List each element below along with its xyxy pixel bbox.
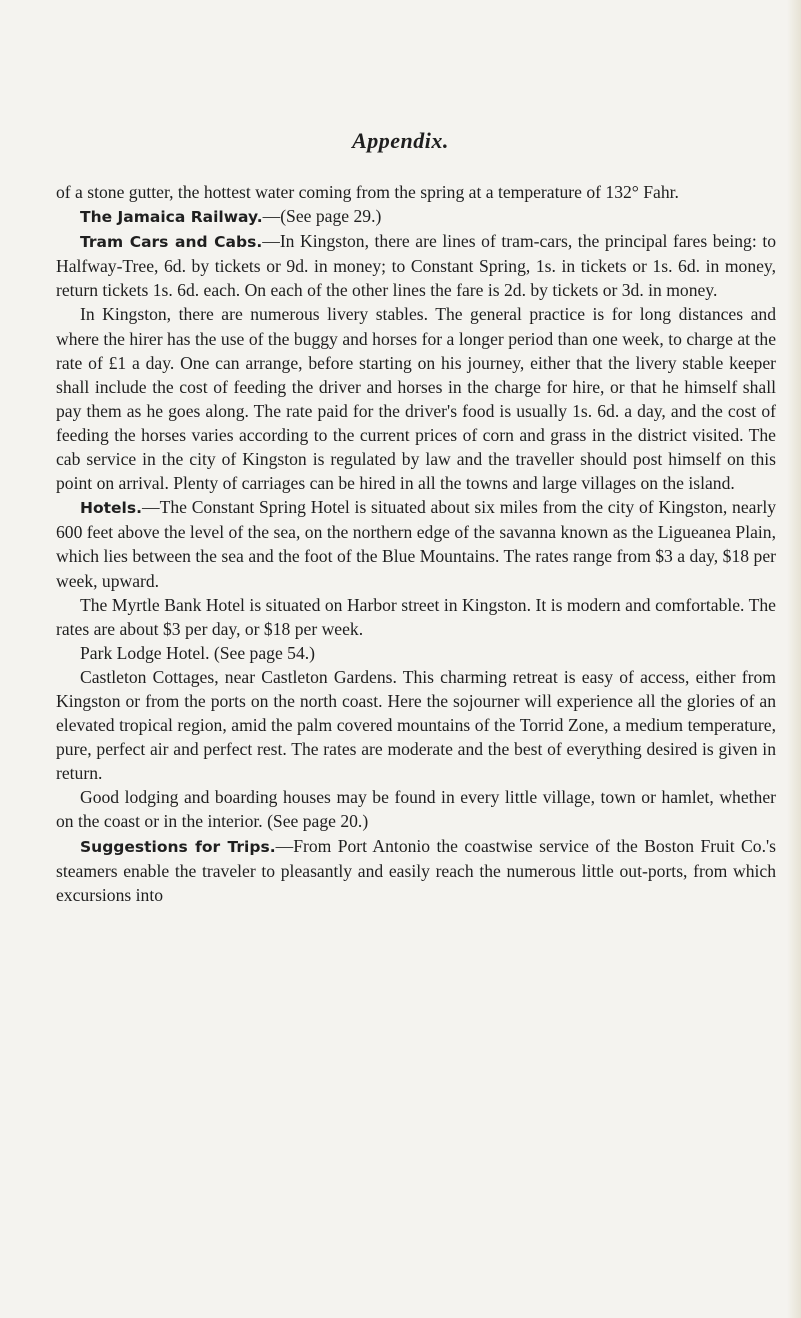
paragraph-text: Good lodging and boarding houses may be found in every little village, town or hamlet, whether on the coast or in the interior. (See page 20.) bbox=[56, 787, 776, 832]
section-heading: Tram Cars and Cabs. bbox=[80, 233, 263, 252]
page-header: Appendix. bbox=[352, 128, 449, 153]
paragraph-1 bbox=[56, 180, 776, 204]
paragraph-text: The Myrtle Bank Hotel is situated on Harbor street in Kingston. It is modern and comfortable. The rates are about $3 per day, or $18 per week. bbox=[56, 594, 776, 639]
paragraph-myrtle bbox=[56, 593, 776, 641]
page-edge-shadow bbox=[787, 0, 801, 1318]
paragraph-lodging bbox=[56, 785, 776, 833]
paragraph-park-lodge bbox=[56, 641, 776, 665]
section-heading: Hotels. bbox=[80, 499, 142, 518]
paragraph-railway bbox=[56, 204, 776, 229]
paragraph-text: —The Constant Spring Hotel is situated about six miles from the city of Kingston, nearly 600 feet above the level of the sea, on the northern edge of the savanna known as the Ligueanea Plain, which lies between the sea and the foot of the Blue Mountains. The rates range from $3 a day, $18 per week, upward. bbox=[56, 497, 776, 591]
section-heading: Suggestions for Trips. bbox=[80, 837, 276, 856]
paragraph-tram bbox=[56, 229, 776, 302]
paragraph-text: Park Lodge Hotel. (See page 54.) bbox=[80, 642, 315, 663]
paragraph-castleton bbox=[56, 665, 776, 785]
paragraph-text: —From Port Antonio the coastwise service of the Boston Fruit Co.'s steamers enable the traveler to pleasantly and easily reach the numerous little out-ports, from which excursions into bbox=[56, 835, 777, 905]
paragraph-text: Castleton Cottages, near Castleton Gardens. This charming retreat is easy of access, either from Kingston or from the ports on the north coast. Here the sojourner will experience all the glories of an elevated tropical region, amid the palm covered mountains of the Torrid Zone, a medium temperature, pure, perfect air and perfect rest. The rates are moderate and the best of everything desired is given in return. bbox=[56, 666, 776, 784]
paragraph-hotels bbox=[56, 495, 776, 592]
paragraph-trips bbox=[56, 834, 776, 907]
paragraph-text: of a stone gutter, the hottest water coming from the spring at a temperature of 132° Fahr. bbox=[56, 182, 679, 202]
paragraph-text: In Kingston, there are numerous livery stables. The general practice is for long distances and where the hirer has the use of the buggy and horses for a longer period than one week, to charge at the rate of £1 a day. One can arrange, before starting on his journey, either that the livery stable keeper shall include the cost of feeding the driver and horses in the charge for hire, or that he himself shall pay them as he goes along. The rate paid for the driver's food is usually 1s. 6d. a day, and the cost of feeding the horses varies according to the current prices of corn and grass in the district visited. The cab service in the city of Kingston is regulated by law and the traveller should post himself on this point on arrival. Plenty of carriages can be hired in all the towns and large villages on the island. bbox=[56, 304, 776, 494]
paragraph-text: —(See page 29.) bbox=[262, 206, 382, 227]
section-heading: The Jamaica Railway. bbox=[80, 208, 263, 227]
paragraph-text: —In Kingston, there are lines of tram-cars, the principal fares being: to Halfway-Tree, 6d. by tickets or 9d. in money; to Constant Spring, 1s. in tickets or 1s. 6d. in money, return tickets 1s. 6d. each. On each of the other lines the fare is 2d. by tickets or 3d. in money. bbox=[56, 231, 777, 301]
paragraph-livery bbox=[56, 302, 776, 495]
body-text bbox=[56, 180, 776, 907]
